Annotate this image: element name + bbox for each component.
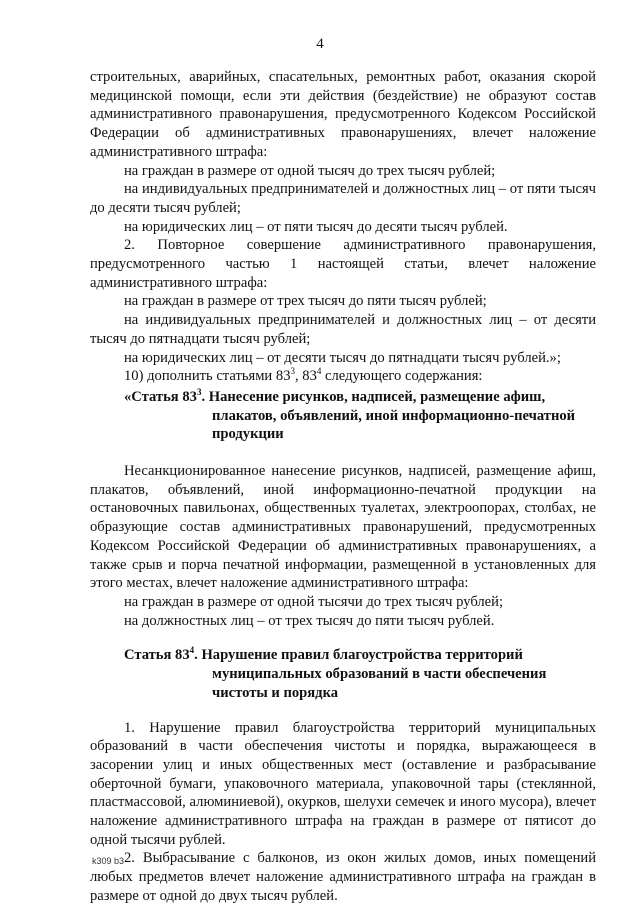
article-83-4-sup: 4 (189, 645, 195, 656)
paragraph-article-83-3-body: Несанкционированное нанесение рисунков, надписей, размещение афиш, плакатов, объявлений, иной информационно-печатной продукции на остановочных павильонах, общественных туалетах, электроопорах, столбах, не образующие состав административных правонарушений, предусмотренных Кодексом Российской Федерации об административных правонарушениях, а также срыв и порча печатной информации, размещенной в установленных для этого местах, влечет наложение административного штрафа: (90, 463, 596, 592)
article-83-4-prefix: Статья 83 (124, 647, 190, 664)
article-83-4-line3: чистоты и порядка (212, 684, 339, 701)
article-83-3-prefix: «Статья 83 (124, 388, 197, 405)
paragraph-repeat-violation: 2. Повторное совершение административного правонарушения, предусмотренного частью 1 настоящей статьи, влечет наложение административного штрафа: (90, 237, 596, 291)
item10-sup1: 3 (290, 366, 295, 377)
paragraph-article-83-4-part-2: 2. Выбрасывание с балконов, из окон жилых домов, иных помещений любых предметов влечет наложение административного штрафа на граждан в размере от одной до двух тысяч рублей. (90, 850, 596, 904)
paragraph-continuation: строительных, аварийных, спасательных, ремонтных работ, оказания скорой медицинской помощи, если эти действия (бездействие) не образуют состав административного правонарушения, предусмотренного Кодексом Российской Федерации об административных правонарушениях, влечет наложение административного штрафа: (90, 69, 596, 160)
paragraph-repeat-fine-legal-entities: на юридических лиц – от десяти тысяч до пятнадцати тысяч рублей.»; (124, 349, 561, 366)
paragraph-fine-entrepreneurs: на индивидуальных предпринимателей и должностных лиц – от пяти тысяч до десяти тысяч рублей; (90, 181, 596, 216)
item10-after: следующего содержания: (321, 368, 483, 385)
article-83-3-line2: плакатов, объявлений, иной информационно-печатной (212, 407, 576, 424)
paragraph-article-83-3-fine-officials: на должностных лиц – от трех тысяч до пяти тысяч рублей. (124, 612, 495, 629)
paragraph-fine-legal-entities: на юридических лиц – от пяти тысяч до десяти тысяч рублей. (124, 218, 508, 235)
article-83-3-heading (90, 388, 596, 444)
paragraph-article-83-3-fine-citizens: на граждан в размере от одной тысячи до трех тысяч рублей; (124, 593, 504, 610)
article-83-4-heading (90, 646, 596, 702)
paragraph-item-10 (90, 367, 596, 386)
item10-before: 10) дополнить статьями 83 (124, 368, 291, 385)
paragraph-repeat-fine-citizens: на граждан в размере от трех тысяч до пяти тысяч рублей; (124, 293, 487, 310)
article-83-3-line3: продукции (212, 426, 284, 443)
document-body (90, 68, 596, 906)
article-83-3-line1: . Нанесение рисунков, надписей, размещение афиш, (201, 388, 546, 405)
paragraph-repeat-fine-entrepreneurs: на индивидуальных предпринимателей и должностных лиц – от десяти тысяч до пятнадцати тысяч рублей; (90, 312, 596, 347)
item10-mid: , 83 (295, 368, 317, 385)
paragraph-fine-citizens: на граждан в размере от одной тысяч до трех тысяч рублей; (124, 162, 496, 179)
paragraph-article-83-4-part-1: 1. Нарушение правил благоустройства территорий муниципальных образований в части обеспечения чистоты и порядка, выражающееся в засорении улиц и иных общественных мест (оставление и разбрасывание оберточной бумаги, упаковочного материала, упаковочной тары (стеклянной, пластмассовой, алюминиевой), окурков, шелухи семечек и иного мусора), влечет наложение административного штрафа на граждан в размере от пятисот до одной тысячи рублей. (90, 719, 596, 848)
article-83-4-line1: . Нарушение правил благоустройства территорий (194, 647, 523, 664)
item10-sup2: 4 (316, 366, 322, 377)
page-number: 4 (316, 36, 324, 52)
footer-code: k309 b3 (92, 856, 125, 866)
article-83-4-line2: муниципальных образований в части обеспечения (212, 666, 547, 683)
article-83-3-sup: 3 (196, 387, 202, 398)
